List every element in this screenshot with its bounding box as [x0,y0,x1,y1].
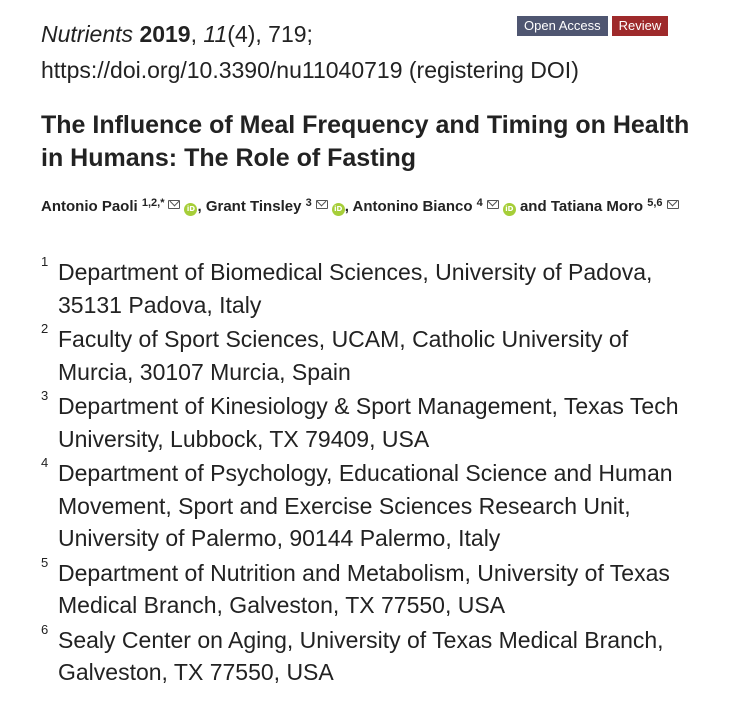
affiliation-text: Department of Nutrition and Metabolism, University of Texas Medical Branch, Galveston, TX 77550, USA [58,559,670,618]
affiliation-text: Sealy Center on Aging, University of Texas Medical Branch, Galveston, TX 77550, USA [58,626,664,685]
affiliation-item [41,554,701,622]
affiliation-number: 6 [41,621,49,637]
open-access-badge[interactable]: Open Access [517,16,608,36]
citation-line [41,16,579,52]
author-affiliation-marker: 5,6 [647,197,663,209]
citation-separator: , [190,21,197,47]
author-entry [551,198,679,215]
affiliation-text: Department of Biomedical Sciences, University of Padova, 35131 Padova, Italy [58,259,653,318]
orcid-icon[interactable]: iD [184,203,197,216]
author-name[interactable]: Antonio Paoli [41,198,138,215]
author-name[interactable]: Tatiana Moro [550,198,644,215]
author-separator: , [197,198,206,215]
affiliation-text: Department of Psychology, Educational Science and Human Movement, Sport and Exercise Sciences Research Unit, University of Palermo, 90144 Palermo, Italy [58,460,673,551]
author-separator: and [515,198,551,215]
affiliation-item [41,323,701,388]
affiliation-number: 3 [41,388,49,403]
affiliation-number: 2 [41,321,49,336]
citation-year: 2019 [139,21,191,47]
orcid-icon[interactable]: iD [503,203,516,216]
review-badge[interactable]: Review [612,16,669,36]
author-entry [353,198,551,215]
affiliation-list [41,256,701,691]
author-separator: , [344,198,353,215]
author-entry [206,198,353,215]
mail-icon[interactable] [487,200,499,209]
author-affiliation-marker: 4 [476,197,483,209]
author-entry [41,198,206,215]
article-title: The Influence of Meal Frequency and Timing on Health in Humans: The Role of Fasting [41,111,690,172]
affiliation-number: 5 [41,554,49,570]
author-name[interactable]: Antonino Bianco [352,198,473,215]
citation-volume: 11 [203,21,228,47]
citation-issue-pages: (4), 719; [227,21,313,47]
affiliation-text: Faculty of Sport Sciences, UCAM, Catholic University of Murcia, 30107 Murcia, Spain [58,326,629,385]
affiliation-item [41,256,701,321]
author-list [41,195,681,218]
author-affiliation-marker: 3 [305,197,312,209]
affiliation-item [41,390,701,455]
affiliation-text: Department of Kinesiology & Sport Management, Texas Tech University, Lubbock, TX 79409, USA [58,393,679,452]
mail-icon[interactable] [667,200,679,209]
orcid-icon[interactable]: iD [332,203,345,216]
author-affiliation-marker: 1,2,* [141,197,165,209]
affiliation-item [41,621,701,689]
mail-icon[interactable] [316,200,328,209]
mail-icon[interactable] [168,200,180,209]
author-name[interactable]: Grant Tinsley [205,198,302,215]
journal-name[interactable]: Nutrients [41,21,134,47]
doi-link[interactable]: https://doi.org/10.3390/nu11040719 (registering DOI) [41,57,579,83]
citation-block [41,16,579,88]
affiliation-number: 1 [41,254,49,269]
affiliation-number: 4 [41,455,49,470]
affiliation-item [41,457,701,555]
article-badges [517,16,668,36]
